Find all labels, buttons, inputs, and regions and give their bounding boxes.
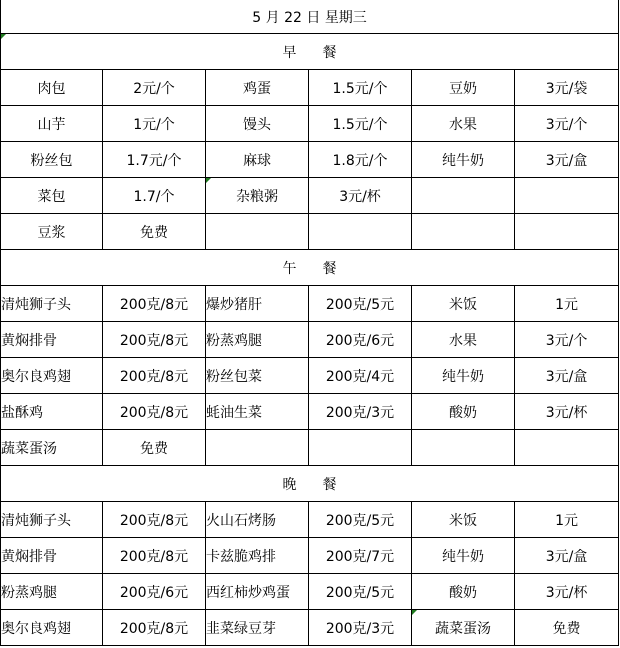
lunch-heading-char-1: 午 [282, 260, 297, 277]
item-price-cell: 3元/盒 [515, 358, 619, 394]
item-name-cell [412, 178, 515, 214]
item-price-cell [515, 430, 619, 466]
table-row [1, 322, 619, 358]
item-name-cell: 蔬菜蛋汤 [412, 610, 515, 646]
dinner-heading-char-2: 餐 [322, 476, 337, 493]
table-row [1, 178, 619, 214]
item-price-cell: 200克/8元 [103, 358, 206, 394]
item-price-cell: 1元/个 [103, 106, 206, 142]
item-price-cell: 1元 [515, 502, 619, 538]
item-name-cell: 肉包 [1, 70, 103, 106]
date-cell [1, 0, 619, 34]
item-price-cell: 200克/7元 [309, 538, 412, 574]
item-price-cell: 200克/5元 [309, 502, 412, 538]
item-name-cell: 麻球 [206, 142, 309, 178]
item-price-cell: 免费 [103, 430, 206, 466]
item-price-cell: 200克/8元 [103, 538, 206, 574]
item-name-cell: 清炖狮子头 [1, 502, 103, 538]
item-price-cell: 200克/8元 [103, 502, 206, 538]
item-price-cell [309, 430, 412, 466]
item-name-cell: 蔬菜蛋汤 [1, 430, 103, 466]
date-month-unit: 月 [265, 9, 280, 26]
table-row [1, 286, 619, 322]
item-name-cell [206, 214, 309, 250]
item-price-cell: 1.5元/个 [309, 106, 412, 142]
item-price-cell: 1.5元/个 [309, 70, 412, 106]
item-price-cell: 2元/个 [103, 70, 206, 106]
item-price-cell: 3元/个 [515, 322, 619, 358]
item-name-cell: 盐酥鸡 [1, 394, 103, 430]
item-price-cell: 200克/8元 [103, 394, 206, 430]
item-name-cell [206, 430, 309, 466]
table-row [1, 70, 619, 106]
item-name-cell: 粉蒸鸡腿 [1, 574, 103, 610]
lunch-heading-char-2: 餐 [322, 260, 337, 277]
item-name-cell: 纯牛奶 [412, 142, 515, 178]
table-row [1, 142, 619, 178]
item-name-cell: 粉丝包 [1, 142, 103, 178]
dinner-heading [1, 466, 619, 502]
item-price-cell: 200克/3元 [309, 394, 412, 430]
item-name-cell: 韭菜绿豆芽 [206, 610, 309, 646]
item-price-cell: 200克/6元 [103, 574, 206, 610]
item-price-cell: 3元/杯 [309, 178, 412, 214]
item-name-cell: 鸡蛋 [206, 70, 309, 106]
item-name-cell: 黄焖排骨 [1, 322, 103, 358]
item-name-cell: 山芋 [1, 106, 103, 142]
item-name-cell: 米饭 [412, 286, 515, 322]
date-weekday: 星期三 [324, 9, 367, 26]
item-price-cell: 1.7/个 [103, 178, 206, 214]
lunch-heading [1, 250, 619, 286]
table-row [1, 502, 619, 538]
item-name-cell: 杂粮粥 [206, 178, 309, 214]
item-name-cell: 火山石烤肠 [206, 502, 309, 538]
item-price-cell: 200克/6元 [309, 322, 412, 358]
table-row [1, 358, 619, 394]
item-price-cell: 3元/杯 [515, 394, 619, 430]
item-price-cell: 200克/5元 [309, 574, 412, 610]
date-day-unit: 日 [306, 9, 321, 26]
item-price-cell: 1元 [515, 286, 619, 322]
item-price-cell: 3元/杯 [515, 574, 619, 610]
table-row [1, 394, 619, 430]
item-price-cell [515, 178, 619, 214]
item-name-cell: 纯牛奶 [412, 358, 515, 394]
item-name-cell: 豆浆 [1, 214, 103, 250]
table-row [1, 538, 619, 574]
item-name-cell: 奥尔良鸡翅 [1, 358, 103, 394]
item-price-cell: 免费 [515, 610, 619, 646]
item-name-cell [412, 214, 515, 250]
item-price-cell: 200克/3元 [309, 610, 412, 646]
item-name-cell: 纯牛奶 [412, 538, 515, 574]
item-price-cell: 200克/4元 [309, 358, 412, 394]
item-price-cell [515, 214, 619, 250]
item-name-cell: 奥尔良鸡翅 [1, 610, 103, 646]
item-name-cell: 菜包 [1, 178, 103, 214]
item-price-cell: 200克/8元 [103, 286, 206, 322]
item-price-cell: 1.7元/个 [103, 142, 206, 178]
item-price-cell: 3元/盒 [515, 538, 619, 574]
date-month: 5 [252, 9, 262, 26]
item-name-cell: 爆炒猪肝 [206, 286, 309, 322]
item-price-cell: 3元/个 [515, 106, 619, 142]
item-price-cell: 1.8元/个 [309, 142, 412, 178]
item-price-cell: 200克/8元 [103, 610, 206, 646]
date-row [1, 0, 619, 34]
item-name-cell: 清炖狮子头 [1, 286, 103, 322]
item-name-cell [412, 430, 515, 466]
lunch-heading-row [1, 250, 619, 286]
breakfast-heading-row [1, 34, 619, 70]
item-name-cell: 水果 [412, 322, 515, 358]
item-name-cell: 馒头 [206, 106, 309, 142]
date-day: 22 [284, 9, 302, 26]
item-name-cell: 水果 [412, 106, 515, 142]
table-row [1, 610, 619, 646]
item-price-cell [309, 214, 412, 250]
table-row [1, 214, 619, 250]
item-name-cell: 米饭 [412, 502, 515, 538]
item-price-cell: 免费 [103, 214, 206, 250]
item-name-cell: 粉蒸鸡腿 [206, 322, 309, 358]
item-name-cell: 西红柿炒鸡蛋 [206, 574, 309, 610]
item-name-cell: 豆奶 [412, 70, 515, 106]
breakfast-heading [1, 34, 619, 70]
item-name-cell: 酸奶 [412, 574, 515, 610]
breakfast-heading-char-2: 餐 [322, 44, 337, 61]
item-name-cell: 卡兹脆鸡排 [206, 538, 309, 574]
item-name-cell: 酸奶 [412, 394, 515, 430]
dinner-heading-row [1, 466, 619, 502]
item-price-cell: 200克/8元 [103, 322, 206, 358]
item-price-cell: 200克/5元 [309, 286, 412, 322]
item-name-cell: 黄焖排骨 [1, 538, 103, 574]
dinner-heading-char-1: 晚 [282, 476, 297, 493]
table-row [1, 574, 619, 610]
item-price-cell: 3元/袋 [515, 70, 619, 106]
item-name-cell: 蚝油生菜 [206, 394, 309, 430]
table-row [1, 430, 619, 466]
item-name-cell: 粉丝包菜 [206, 358, 309, 394]
breakfast-heading-char-1: 早 [282, 44, 297, 61]
item-price-cell: 3元/盒 [515, 142, 619, 178]
table-row [1, 106, 619, 142]
